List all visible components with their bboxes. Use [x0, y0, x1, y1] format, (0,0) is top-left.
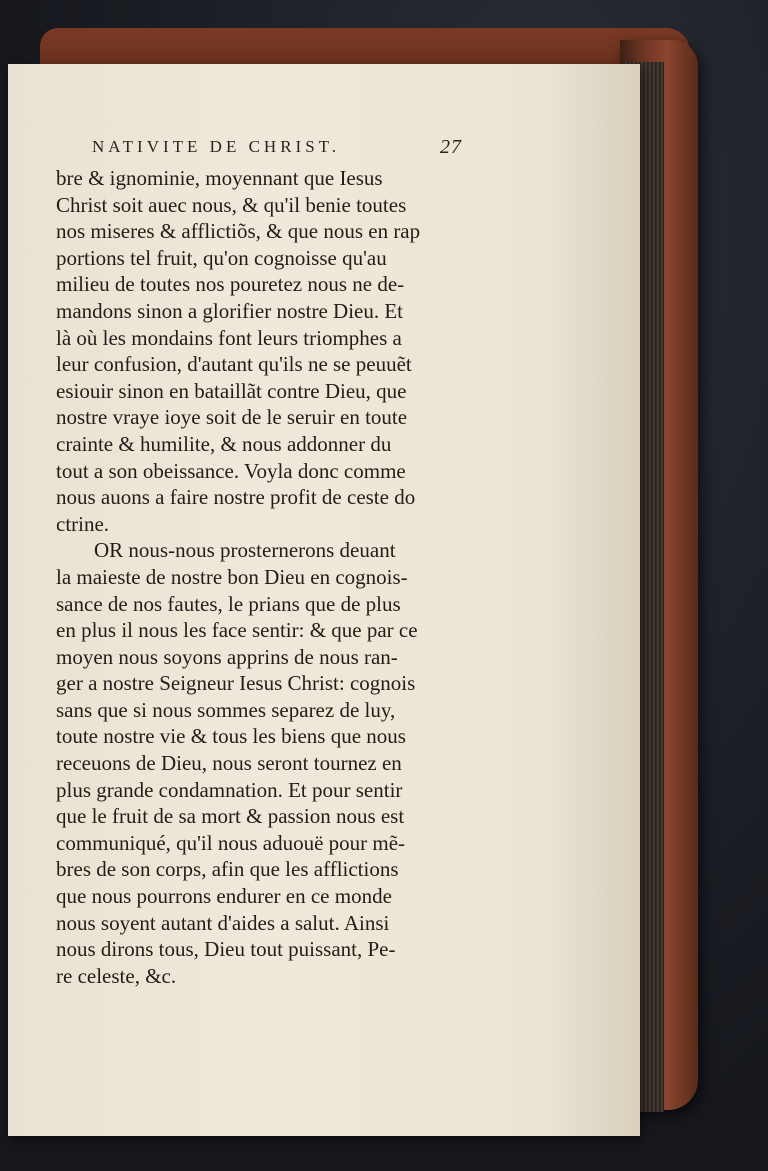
text-line: nous dirons tous, Dieu tout puissant, Pe- — [56, 937, 396, 962]
text-line: là où les mondains font leurs triomphes a — [56, 325, 402, 350]
text-line: que nous pourrons endurer en ce monde — [56, 884, 392, 909]
text-line: bre & ignominie, moyennant que Iesus — [56, 166, 383, 190]
text-line: tout a son obeissance. Voyla donc comme — [56, 458, 406, 483]
text-line: nous soyent autant d'aides a salut. Ainsi — [56, 910, 390, 935]
text-line: bres de son corps, afin que les afflictions — [56, 857, 399, 882]
paragraph-start-line: OR nous-nous prosternerons deuant — [94, 538, 396, 563]
body-text — [56, 165, 476, 989]
text-line: leur confusion, d'autant qu'ils ne se peuuẽt — [56, 352, 412, 377]
text-line: mandons sinon a glorifier nostre Dieu. Et — [56, 298, 404, 323]
text-line: Christ soit auec nous, & qu'il benie toutes — [56, 192, 407, 217]
text-line: nostre vraye ioye soit de le seruir en toute — [56, 405, 408, 430]
text-line: plus grande condamnation. Et pour sentir — [56, 777, 403, 802]
text-line: sans que si nous sommes separez de luy, — [56, 697, 396, 722]
page-number: 27 — [440, 135, 462, 158]
text-line: ctrine. — [56, 511, 110, 536]
text-line: sance de nos fautes, le prians que de plus — [56, 591, 401, 616]
text-line: toute nostre vie & tous les biens que nous — [56, 724, 406, 749]
running-head — [92, 135, 462, 159]
text-line: nous auons a faire nostre profit de ceste do — [56, 485, 416, 510]
text-line: que le fruit de sa mort & passion nous est — [56, 804, 405, 829]
text-line: re celeste, &c. — [56, 963, 177, 988]
text-line: moyen nous soyons apprins de nous ran- — [56, 644, 398, 669]
text-line: milieu de toutes nos pouretez nous ne de- — [56, 272, 405, 297]
text-line: nos miseres & afflictiõs, & que nous en rap — [56, 219, 421, 244]
text-line: receuons de Dieu, nous seront tournez en — [56, 751, 402, 776]
text-line: ger a nostre Seigneur Iesus Christ: cognois — [56, 671, 416, 696]
text-line: portions tel fruit, qu'on cognoisse qu'au — [56, 245, 387, 270]
text-line: esiouir sinon en bataillãt contre Dieu, que — [56, 378, 407, 403]
text-line: la maieste de nostre bon Dieu en cognois- — [56, 564, 408, 589]
running-head-title: NATIVITE DE CHRIST. — [92, 137, 341, 156]
text-line: en plus il nous les face sentir: & que par ce — [56, 618, 418, 643]
text-line: crainte & humilite, & nous addonner du — [56, 431, 392, 456]
text-line: communiqué, qu'il nous aduouë pour mẽ- — [56, 830, 406, 855]
